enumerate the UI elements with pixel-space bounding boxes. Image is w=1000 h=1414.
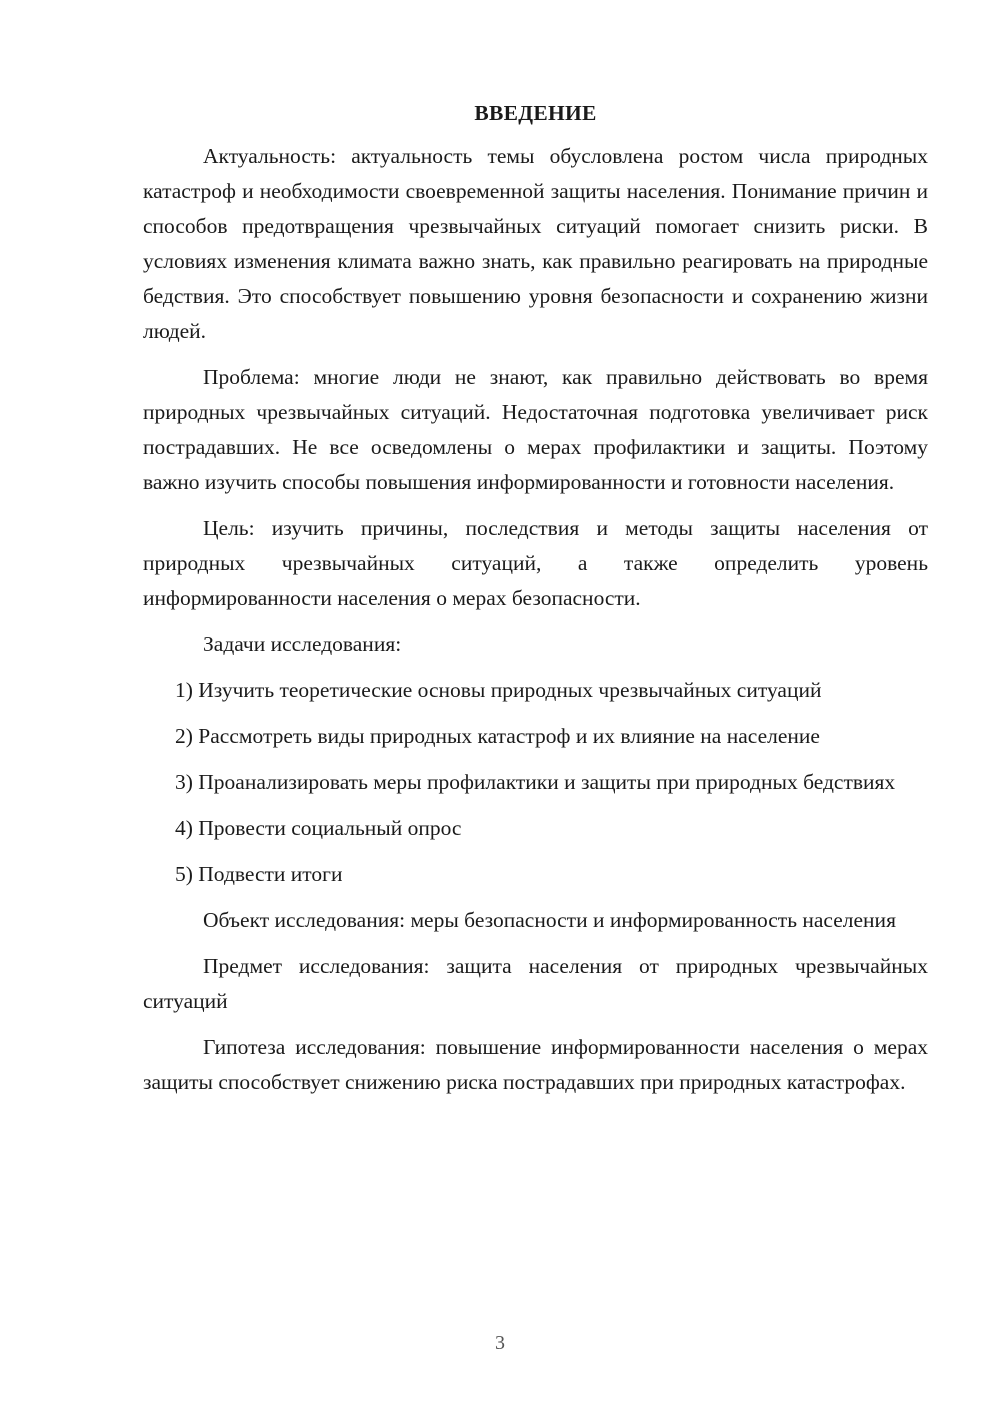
- task-item-4: 4) Провести социальный опрос: [175, 816, 462, 840]
- goal-paragraph: Цель: изучить причины, последствия и методы защиты населения от природных чрезвычайных ситуаций, а также определить уровень информированности населения о мерах безопасности.: [143, 516, 928, 610]
- document-title: ВВЕДЕНИЕ: [474, 101, 597, 125]
- relevance-paragraph: Актуальность: актуальность темы обусловлена ростом числа природных катастроф и необходимости своевременной защиты населения. Понимание причин и способов предотвращения чрезвычайных ситуаций помогает снизить риски. В условиях изменения климата важно знать, как правильно реагировать на природные бедствия. Это способствует повышению уровня безопасности и сохранению жизни людей.: [143, 144, 928, 343]
- hypothesis-paragraph: Гипотеза исследования: повышение информированности населения о мерах защиты способствует снижению риска пострадавших при природных катастрофах.: [143, 1035, 928, 1094]
- object-paragraph: Объект исследования: меры безопасности и информированность населения: [203, 908, 896, 932]
- tasks-heading: Задачи исследования:: [203, 632, 402, 656]
- task-item-1: 1) Изучить теоретические основы природных чрезвычайных ситуаций: [175, 678, 822, 702]
- task-item-5: 5) Подвести итоги: [175, 862, 343, 886]
- page-content: [143, 96, 928, 1111]
- task-item-3: 3) Проанализировать меры профилактики и защиты при природных бедствиях: [175, 770, 896, 794]
- subject-paragraph: Предмет исследования: защита населения от природных чрезвычайных ситуаций: [143, 954, 928, 1013]
- task-item-2: 2) Рассмотреть виды природных катастроф и их влияние на население: [175, 724, 820, 748]
- page-number: 3: [495, 1332, 505, 1354]
- problem-paragraph: Проблема: многие люди не знают, как правильно действовать во время природных чрезвычайных ситуаций. Недостаточная подготовка увеличивает риск пострадавших. Не все осведомлены о мерах профилактики и защиты. Поэтому важно изучить способы повышения информированности и готовности населения.: [143, 365, 928, 494]
